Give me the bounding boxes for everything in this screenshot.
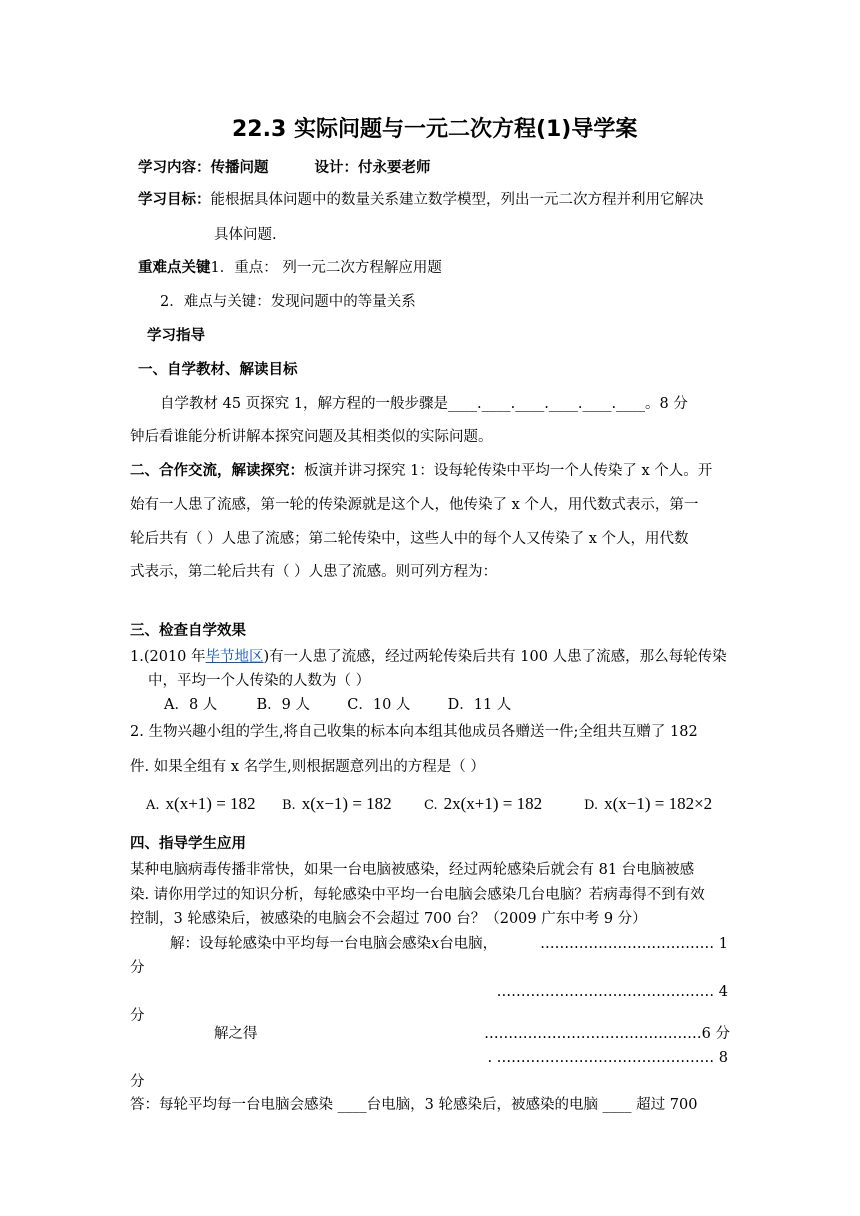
section1-line-2: 钟后看谁能分析讲解本探究问题及其相类似的实际问题。 [130, 429, 493, 445]
section4-heading: 四、指导学生应用 [130, 836, 246, 852]
solution-dots-4: . ……………………………………… 8 [487, 1050, 728, 1066]
solution-text-a: 解：设每轮感染中平均每一台电脑会感染 [170, 936, 431, 952]
q2-option-c-label: C. [424, 798, 438, 813]
q1-prefix: 1.(2010 年 [130, 649, 206, 665]
score-unit-2: 分 [130, 1008, 145, 1024]
solution-var: x [431, 936, 440, 952]
solution-text-b: 台电脑， [439, 936, 498, 952]
section3-heading: 三、检查自学效果 [130, 623, 246, 639]
solution-line-1 [170, 934, 497, 954]
q2-option-d-label: D. [584, 798, 599, 813]
q1-options [164, 695, 511, 715]
q1-text: )有一人患了流感，经过两轮传染后共有 100 人患了流感，那么每轮传染 [263, 649, 727, 665]
key-line-2: 2．难点与关键：发现问题中的等量关系 [160, 294, 416, 310]
q2-option-c [424, 794, 542, 816]
meta-line [138, 158, 431, 178]
goal-label: 学习目标： [138, 191, 211, 208]
q1-option-d: D．11 人 [447, 697, 512, 713]
section4-p2: 染. 请你用学过的知识分析，每轮感染中平均一台电脑会感染几台电脑？若病毒得不到有效 [130, 887, 705, 903]
score-unit-1: 分 [130, 960, 145, 976]
section2-line-1 [130, 461, 712, 481]
q2-option-a [146, 794, 256, 816]
q2-option-b [282, 794, 392, 816]
q2-option-a-expr: x(x+1) = 182 [165, 794, 256, 813]
section2-heading: 二、合作交流，解读探究： [130, 463, 304, 479]
q1-option-c: C．10 人 [347, 697, 411, 713]
q2-option-b-expr: x(x−1) = 182 [301, 794, 392, 813]
section2-text-1: 板演并讲习探究 1：设每轮传染中平均一个人传染了 x 个人。开 [304, 463, 713, 479]
section2-line-4: 式表示，第二轮后共有（ ）人患了流感。则可列方程为： [130, 564, 498, 580]
goal-line-1 [138, 190, 704, 210]
q2-option-d-expr: x(x−1) = 182×2 [604, 794, 713, 813]
guide-heading: 学习指导 [147, 328, 205, 344]
q2-option-c-expr: 2x(x+1) = 182 [443, 794, 543, 813]
section2-line-2: 始有一人患了流感，第一轮的传染源就是这个人，他传染了 x 个人，用代数式表示，第一 [130, 497, 699, 513]
solve-label: 解之得 [214, 1026, 258, 1042]
q2-option-a-label: A. [146, 798, 160, 813]
answer-line: 答：每轮平均每一台电脑会感染 ____台电脑，3 轮感染后，被感染的电脑 ____ 超过 700 [130, 1097, 698, 1113]
q1-line-1 [130, 647, 727, 667]
score-unit-3: 分 [130, 1074, 145, 1090]
q1-source-link[interactable]: 毕节地区 [205, 649, 264, 665]
q1-option-a: A．8 人 [164, 697, 218, 713]
solution-dots-1: ……………………………… 1 [540, 936, 728, 952]
designer: 设计：付永要老师 [314, 159, 431, 176]
q2-line-2: 件. 如果全组有 x 名学生,则根据题意列出的方程是（ ） [130, 759, 485, 775]
solution-dots-2: ……………………………………… 4 [496, 984, 728, 1000]
page-title: 22.3 实际问题与一元二次方程(1)导学案 [232, 117, 638, 142]
q1-option-b: B．9 人 [256, 697, 311, 713]
key-text-1: 1．重点： 列一元二次方程解应用题 [210, 260, 442, 276]
key-label: 重难点关键 [138, 259, 211, 276]
section4-p3: 控制，3 轮感染后，被感染的电脑会不会超过 700 台？（2009 广东中考 9 分） [130, 911, 647, 927]
section1-heading: 一、自学教材、解读目标 [138, 362, 298, 378]
q1-line-2: 中，平均一个人传染的人数为（ ） [148, 673, 371, 689]
q2-option-b-label: B. [282, 798, 296, 813]
goal-line-2: 具体问题. [214, 227, 277, 243]
key-line-1 [138, 258, 442, 278]
solution-dots-3: ………………………………………6 分 [484, 1026, 730, 1042]
content-value: 传播问题 [210, 159, 269, 176]
section2-line-3: 轮后共有（ ）人患了流感；第二轮传染中，这些人中的每个人又传染了 x 个人，用代数 [130, 531, 689, 547]
section4-p1: 某种电脑病毒传播非常快，如果一台电脑被感染，经过两轮感染后就会有 81 台电脑被感 [130, 862, 695, 878]
content-label: 学习内容： [138, 159, 211, 176]
q2-option-d [584, 794, 712, 816]
goal-text-1: 能根据具体问题中的数量关系建立数学模型，列出一元二次方程并利用它解决 [210, 192, 704, 208]
section1-line-1: 自学教材 45 页探究 1，解方程的一般步骤是____.____.____.____.____.____。8 分 [160, 396, 688, 412]
q2-line-1: 2. 生物兴趣小组的学生,将自己收集的标本向本组其他成员各赠送一件;全组共互赠了 182 [130, 724, 698, 740]
